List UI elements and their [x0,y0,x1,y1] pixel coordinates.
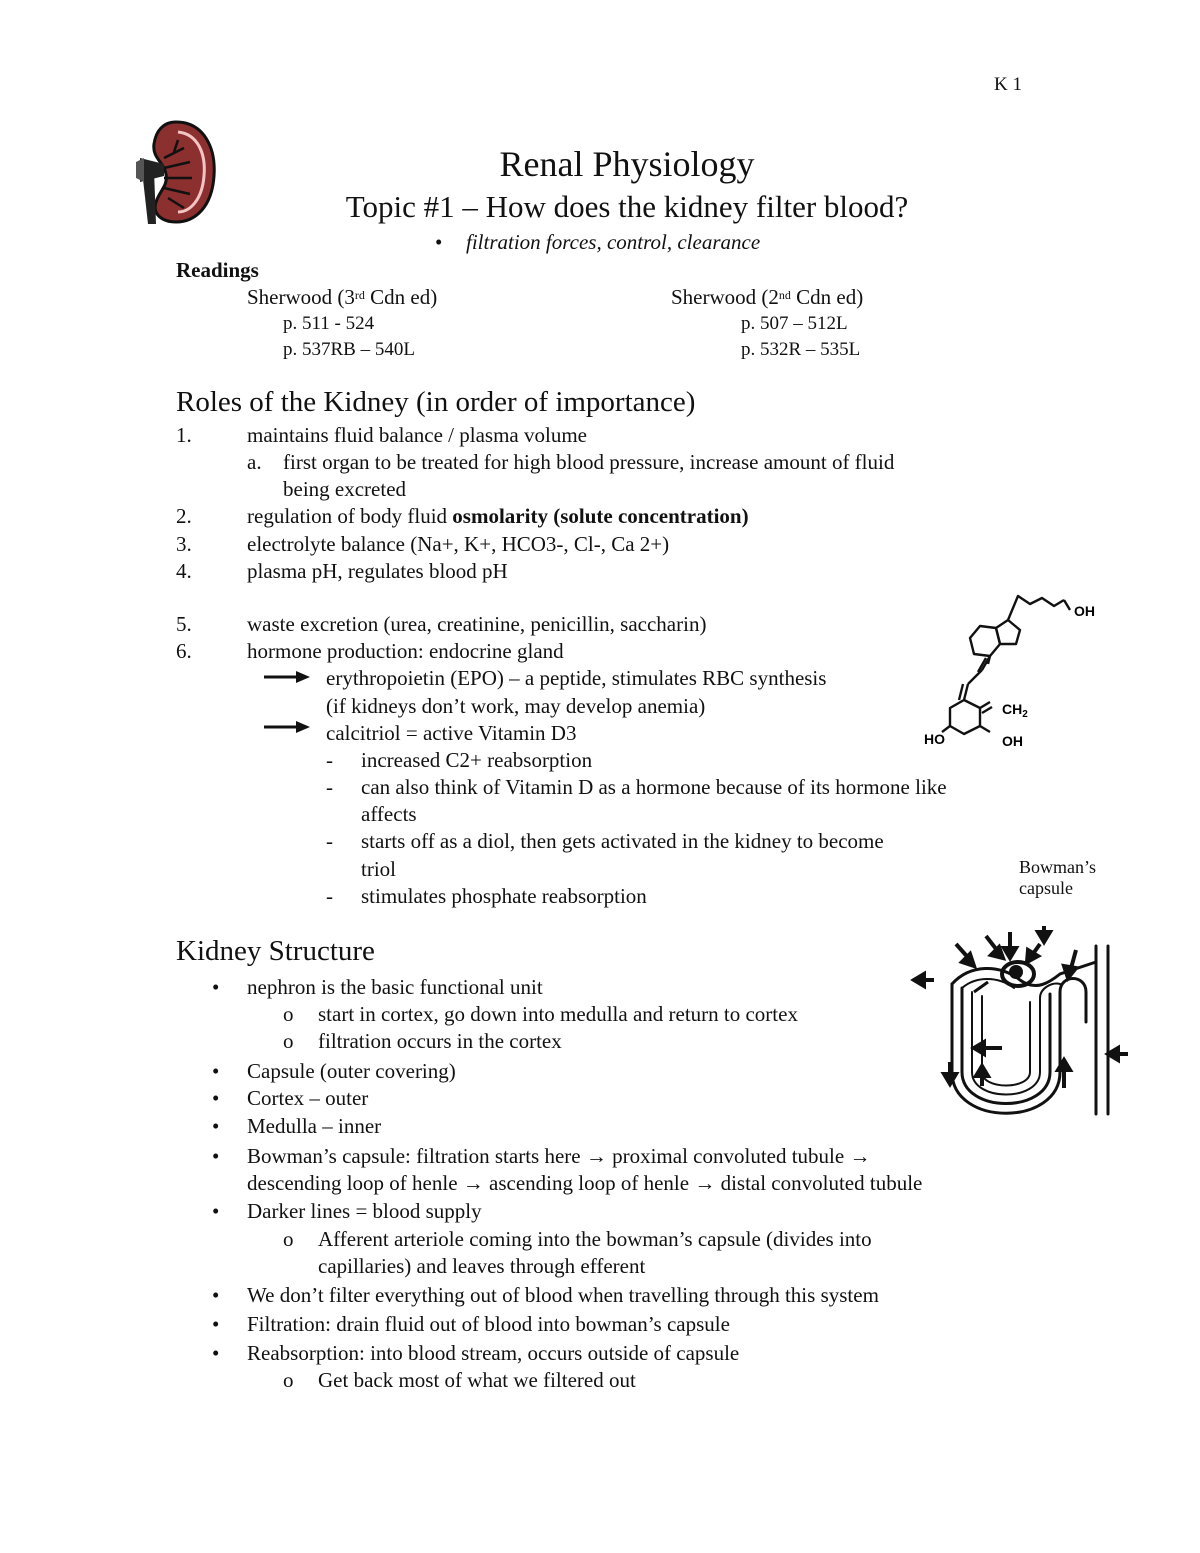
oh-label-top: OH [1074,603,1095,619]
structure-b6: Darker lines = blood supply [247,1199,482,1223]
structure-b9-sub: Get back most of what we filtered out [318,1368,636,1392]
structure-b5-line2: descending loop of henle → ascending loop of henle → distal convoluted tubule [247,1171,923,1195]
roles-heading: Roles of the Kidney (in order of importance) [176,386,696,418]
calcitriol-molecule-diagram [920,588,1110,758]
structure-b4: Medulla – inner [247,1114,382,1138]
bullet: • [212,1283,220,1307]
calcitriol-point-2b: affects [361,802,417,826]
sub-bullet: o [283,1227,294,1251]
arrow-right-icon [262,670,312,684]
structure-b7: We don’t filter everything out of blood when travelling through this system [247,1283,879,1307]
page-title: Renal Physiology [499,144,755,184]
structure-b2: Capsule (outer covering) [247,1059,456,1083]
role-num-1: 1. [176,423,192,447]
bullet: • [212,975,220,999]
bullet: • [212,1312,220,1336]
structure-b9: Reabsorption: into blood stream, occurs outside of capsule [247,1341,740,1365]
calcitriol-point-2a: can also think of Vitamin D as a hormone because of its hormone like [361,775,947,799]
role-num-2: 2. [176,504,192,528]
arrow-right-icon [262,720,312,734]
bullet: • [212,1341,220,1365]
bullet: • [212,1114,220,1138]
subtopic-text: filtration forces, control, clearance [466,230,761,254]
arrow-right-icon: → [694,1171,716,1195]
calcitriol-dash-1: - [326,748,333,772]
nephron-loop-diagram [910,922,1135,1132]
diagram-label-line2: capsule [1019,878,1073,898]
sub-bullet: o [283,1368,294,1392]
role-num-5: 5. [176,612,192,636]
ho-label: HO [924,731,945,747]
role-text-1: maintains fluid balance / plasma volume [247,423,587,447]
subtopic-bullet: • [435,230,443,254]
epo-line-2: (if kidneys don’t work, may develop anemia) [326,694,706,718]
ch2-label: $CH_2$ [1002,701,1028,720]
reading-left-book: Sherwood (3rd Cdn ed) [247,285,438,309]
oh-label-bottom: OH [1002,733,1023,749]
structure-heading: Kidney Structure [176,935,375,967]
epo-line-1: erythropoietin (EPO) – a peptide, stimulates RBC synthesis [326,666,827,690]
role-text-5: waste excretion (urea, creatinine, penicillin, saccharin) [247,612,707,636]
calcitriol-dash-4: - [326,884,333,908]
calcitriol-point-3b: triol [361,857,396,881]
diagram-label-line1: Bowman’s [1019,857,1097,877]
structure-b6-sub-line1: Afferent arteriole coming into the bowman’s capsule (divides into [318,1227,872,1251]
role-sub-1a-label: a. [247,450,262,474]
role-sub-1a-line1: first organ to be treated for high blood pressure, increase amount of fluid [283,450,895,474]
role-num-6: 6. [176,639,192,663]
role-num-4: 4. [176,559,192,583]
bullet: • [212,1086,220,1110]
sub-bullet: o [283,1029,294,1053]
topic-heading: Topic #1 – How does the kidney filter blood? [345,189,909,224]
role-text-4: plasma pH, regulates blood pH [247,559,508,583]
bullet: • [212,1059,220,1083]
bullet: • [212,1199,220,1223]
role-text-2: regulation of body fluid osmolarity (solute concentration) [247,504,749,528]
role-sub-1a-line2: being excreted [283,477,407,501]
structure-b1-sub1: start in cortex, go down into medulla and return to cortex [318,1002,798,1026]
readings-heading: Readings [176,258,259,282]
reading-right-page-1: p. 507 – 512L [741,313,848,334]
arrow-right-icon: → [849,1144,871,1168]
bullet: • [212,1144,220,1168]
structure-b1: nephron is the basic functional unit [247,975,543,999]
calcitriol-dash-2: - [326,775,333,799]
page-number: K 1 [994,74,1022,95]
sub-bullet: o [283,1002,294,1026]
calcitriol-dash-3: - [326,829,333,853]
arrow-right-icon: → [585,1144,607,1168]
calcitriol-point-3a: starts off as a diol, then gets activated in the kidney to become [361,829,884,853]
role-text-3: electrolyte balance (Na+, K+, HCO3-, Cl-, Ca 2+) [247,532,670,556]
structure-b6-sub-line2: capillaries) and leaves through efferent [318,1254,646,1278]
reading-left-page-2: p. 537RB – 540L [283,339,415,360]
structure-b3: Cortex – outer [247,1086,369,1110]
role-text-6: hormone production: endocrine gland [247,639,564,663]
structure-b5-line1: Bowman’s capsule: filtration starts here → proximal convoluted tubule → [247,1144,871,1168]
reading-right-page-2: p. 532R – 535L [741,339,861,360]
calcitriol-line: calcitriol = active Vitamin D3 [326,721,577,745]
role-num-3: 3. [176,532,192,556]
structure-b8: Filtration: drain fluid out of blood into bowman’s capsule [247,1312,730,1336]
calcitriol-point-4: stimulates phosphate reabsorption [361,884,647,908]
reading-right-book: Sherwood (2nd Cdn ed) [671,285,864,309]
calcitriol-point-1: increased C2+ reabsorption [361,748,593,772]
arrow-right-icon: → [462,1171,484,1195]
structure-b1-sub2: filtration occurs in the cortex [318,1029,562,1053]
reading-left-page-1: p. 511 - 524 [283,313,375,334]
